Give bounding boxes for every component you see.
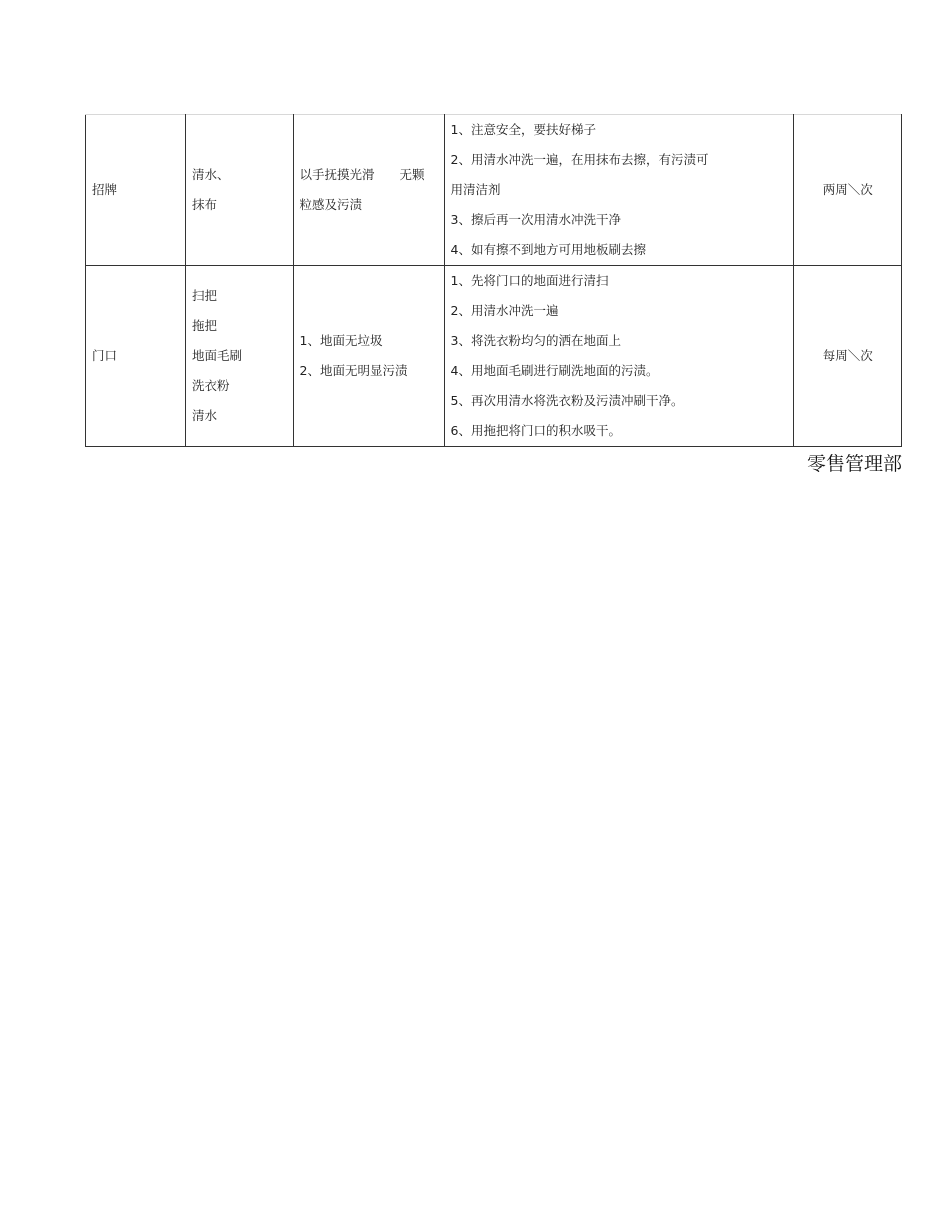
method-step: 3、将洗衣粉均匀的洒在地面上 [450, 333, 621, 348]
standard-cell [293, 115, 444, 266]
area-label: 招牌 [92, 182, 118, 197]
tool-item: 清水 [191, 408, 217, 423]
method-step: 2、用清水冲洗一遍，在用抹布去擦，有污渍可 [450, 152, 709, 167]
method-cell [444, 266, 794, 447]
tool-item: 地面毛刷 [191, 348, 242, 363]
method-step: 4、用地面毛刷进行刷洗地面的污渍。 [450, 363, 659, 378]
method-cell [444, 115, 794, 266]
table-row [86, 266, 902, 447]
cleaning-standards-table [85, 114, 902, 447]
tool-item: 抹布 [191, 197, 217, 212]
area-cell [86, 266, 186, 447]
area-cell [86, 115, 186, 266]
method-step: 3、擦后再一次用清水冲洗干净 [450, 212, 621, 227]
method-step: 1、先将门口的地面进行清扫 [450, 273, 609, 288]
tool-item: 清水、 [191, 167, 230, 182]
tools-cell [185, 266, 293, 447]
method-step: 5、再次用清水将洗衣粉及污渍冲刷干净。 [450, 393, 684, 408]
method-step: 2、用清水冲洗一遍 [450, 303, 559, 318]
standard-line: 1、地面无垃圾 [299, 333, 383, 348]
tool-item: 洗衣粉 [191, 378, 230, 393]
method-step: 用清洁剂 [450, 182, 501, 197]
tool-item: 拖把 [191, 318, 217, 333]
method-step: 1、注意安全，要扶好梯子 [450, 122, 596, 137]
area-label: 门口 [92, 348, 118, 363]
standard-line: 2、地面无明显污渍 [299, 363, 408, 378]
department-signature: 零售管理部 [806, 453, 902, 475]
standard-cell [293, 266, 444, 447]
method-step: 6、用拖把将门口的积水吸干。 [450, 423, 621, 438]
frequency-cell [794, 266, 902, 447]
standard-line: 粒感及污渍 [299, 197, 363, 212]
method-step: 4、如有擦不到地方可用地板刷去擦 [450, 242, 646, 257]
frequency-cell [794, 115, 902, 266]
tool-item: 扫把 [191, 288, 217, 303]
table-row [86, 115, 902, 266]
standard-line: 以手抚摸光滑 无颗 [299, 167, 425, 182]
frequency-label: 每周＼次 [822, 348, 873, 363]
frequency-label: 两周＼次 [822, 182, 873, 197]
tools-cell [185, 115, 293, 266]
